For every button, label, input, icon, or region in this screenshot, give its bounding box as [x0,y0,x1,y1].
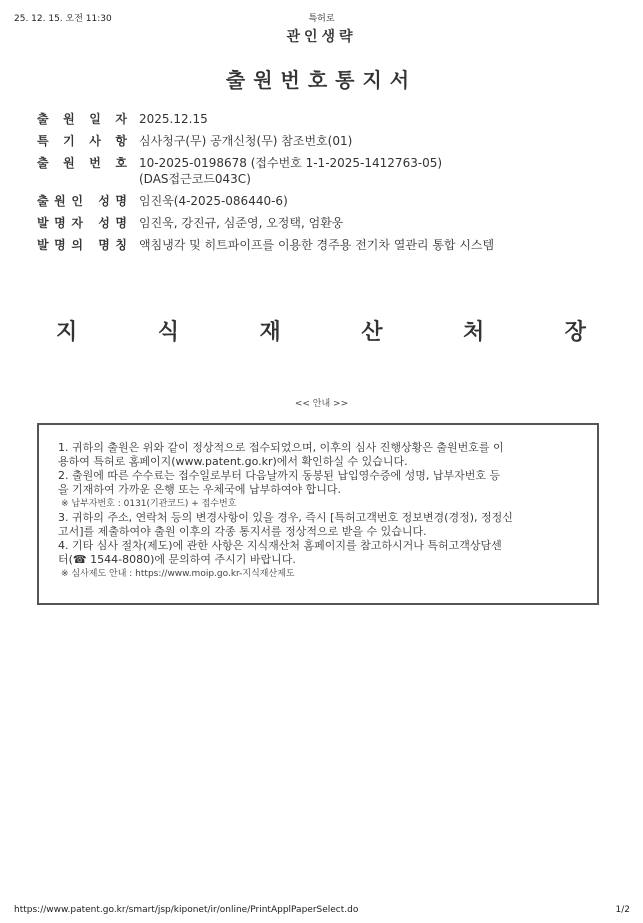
info-row-label: 출 원 인 성 명 [37,194,127,208]
info-row-value-line: 심사청구(무) 공개신청(무) 참조번호(01) [139,134,353,148]
info-row-label: 발 명 의 명 칭 [37,238,127,252]
info-row-value-line: 2025.12.15 [139,112,208,126]
notice-line: 용하여 특허로 홈페이지(www.patent.go.kr)에서 확인하실 수 있습니다. [58,455,408,468]
info-row [37,155,597,187]
office-name-char: 장 [564,320,586,345]
notice-note: ※ 납부자번호 : 0131(기관코드) + 접수번호 [61,499,237,509]
info-row [37,193,597,209]
info-row-value-line: 10-2025-0198678 (접수번호 1-1-2025-1412763-05) [139,156,443,170]
info-row-value [139,193,288,209]
guide-heading: << 안내 >> [294,399,349,409]
notice-line: 3. 귀하의 주소, 연락처 등의 변경사항이 있을 경우, 즉시 [특허고객번호 정보변경(경정), 정정신 [58,511,513,524]
info-row [37,133,597,149]
notice-note: ※ 심사제도 안내 : https://www.moip.go.kr-지식재산제도 [61,569,295,579]
info-row-value [139,111,208,127]
office-name-char: 재 [259,320,281,345]
info-row-value-line: 임진욱(4-2025-086440-6) [139,194,288,208]
page-number: 1/2 [615,905,630,915]
info-row-value [139,133,352,149]
info-row [37,111,597,127]
office-name-char: 지 [56,320,78,345]
info-row-label: 특 기 사 항 [37,134,127,148]
notice-line: 고서]를 제출하여야 출원 이후의 각종 통지서를 정상적으로 받을 수 있습니다. [58,525,427,538]
info-row-value-line: 임진욱, 강진규, 심준영, 오정택, 엄환웅 [139,216,344,230]
office-name-char: 산 [361,320,383,345]
info-row-value [139,155,442,187]
office-name [56,315,586,346]
info-row-label: 발 명 자 성 명 [37,216,127,230]
document-title: 출원번호통지서 [225,68,418,92]
info-row-value-line: (DAS접근코드043C) [139,172,251,186]
info-row-value [139,215,343,231]
office-name-char: 처 [462,320,485,345]
notice-line: 터(☎ 1544-8080)에 문의하여 주시기 바랍니다. [58,553,296,566]
notice-line: 을 기재하여 가까운 은행 또는 우체국에 납부하여야 합니다. [58,483,341,496]
print-url: https://www.patent.go.kr/smart/jsp/kiponet/ir/online/PrintApplPaperSelect.do [14,905,359,915]
info-row-value-line: 액침냉각 및 히트파이프를 이용한 경주용 전기차 열관리 통합 시스템 [139,238,495,252]
notice-box [37,423,599,605]
print-tab-title: 특허로 [308,14,335,24]
info-row [37,215,597,231]
seal-omitted-label: 관인생략 [286,29,357,45]
notice-line: 1. 귀하의 출원은 위와 같이 정상적으로 접수되었으며, 이후의 심사 진행상황은 출원번호를 이 [58,441,504,454]
info-row [37,237,597,253]
notice-line: 4. 기타 심사 절차(제도)에 관한 사항은 지식재산처 홈페이지를 참고하시거나 특허고객상담센 [58,539,502,552]
office-name-char: 식 [157,320,179,345]
notice-line: 2. 출원에 따른 수수료는 접수일로부터 다음날까지 동봉된 납입영수증에 성명, 납부자번호 등 [58,469,501,482]
print-datetime: 25. 12. 15. 오전 11:30 [14,14,112,24]
info-row-label: 출 원 일 자 [37,112,127,126]
application-info [37,111,597,259]
info-row-value [139,237,494,253]
info-row-label: 출 원 번 호 [37,156,127,170]
